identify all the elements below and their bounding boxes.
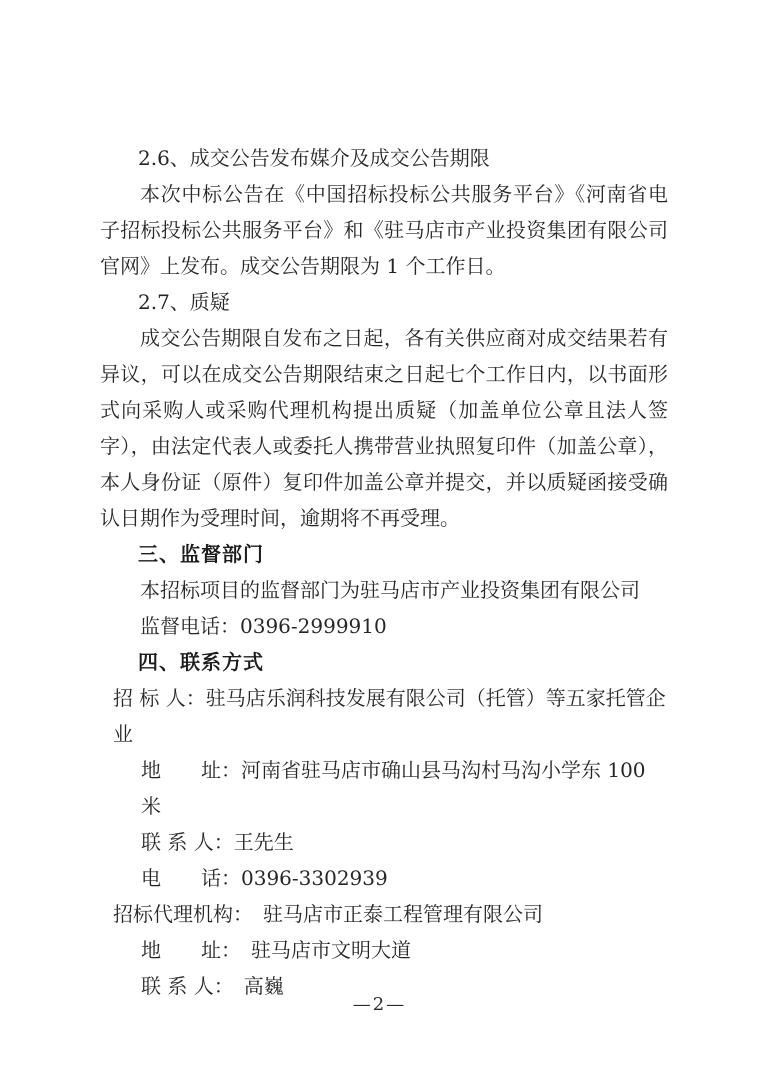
contact-line-tenderee-address: 地 址：河南省驻马店市确山县马沟村马沟小学东 100 米 — [141, 758, 652, 818]
supervision-phone-line: 监督电话：0396-2999910 — [140, 614, 387, 638]
supervision-department-line: 本招标项目的监督部门为驻马店市产业投资集团有限公司 — [140, 578, 640, 602]
heading-contact-info: 四、联系方式 — [138, 650, 264, 674]
contact-line-tenderee: 招 标 人：驻马店乐润科技发展有限公司（托管）等五家托管企业 — [113, 686, 666, 746]
paragraph-announcement-media: 本次中标公告在《中国招标投标公共服务平台》《河南省电子招标投标公共服务平台》和《驻马店市产业投资集团有限公司官网》上发布。成交公告期限为 1 个工作日。 — [100, 182, 668, 278]
contact-line-tenderee-phone: 电 话：0396-3302939 — [141, 866, 388, 890]
contact-line-agency-person: 联 系 人： 高巍 — [141, 974, 284, 998]
heading-supervision-department: 三、监督部门 — [138, 542, 264, 566]
page-number: —2— — [352, 994, 407, 1015]
heading-section-2-7: 2.7、质疑 — [138, 290, 230, 314]
contact-line-agency: 招标代理机构： 驻马店市正泰工程管理有限公司 — [113, 902, 543, 926]
heading-section-2-6: 2.6、成交公告发布媒介及成交公告期限 — [138, 146, 490, 170]
document-content — [100, 140, 668, 1004]
contact-line-tenderee-person: 联 系 人：王先生 — [141, 830, 294, 854]
contact-line-agency-address: 地 址： 驻马店市文明大道 — [141, 938, 411, 962]
paragraph-objection-procedure: 成交公告期限自发布之日起，各有关供应商对成交结果若有异议，可以在成交公告期限结束之日起七个工作日内，以书面形式向采购人或采购代理机构提出质疑（加盖单位公章且法人签字），由法定代表人或委托人携带营业执照复印件（加盖公章），本人身份证（原件）复印件加盖公章并提交，并以质疑函接受确认日期作为受理时间，逾期将不再受理。 — [100, 326, 668, 530]
